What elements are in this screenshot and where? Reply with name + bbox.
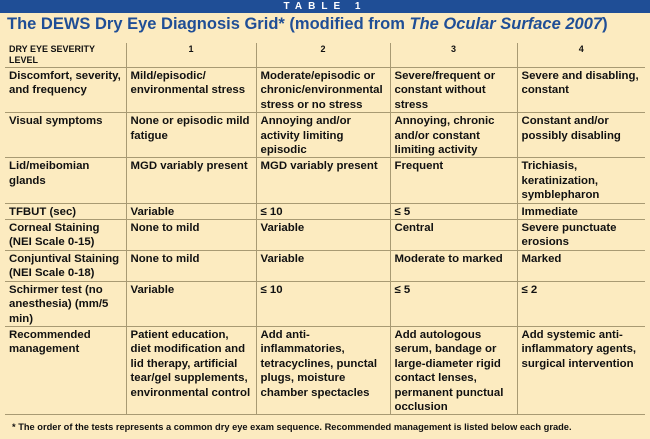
row-label: Recommended management	[5, 326, 126, 414]
table-cell: Annoying, chronic and/or constant limiting activity	[390, 113, 517, 158]
table-row	[5, 250, 645, 281]
table-cell: Add anti-inflammatories, tetracyclines, punctal plugs, moisture chamber spectacles	[256, 326, 390, 414]
title-source-italic: The Ocular Surface 2007	[409, 15, 603, 33]
table-row	[5, 203, 645, 219]
table-row	[5, 158, 645, 203]
table-cell: Constant and/or possibly disabling	[517, 113, 645, 158]
table-cell: Severe and disabling, constant	[517, 68, 645, 113]
header-level-4: 4	[517, 43, 645, 68]
table-banner: TABLE 1	[0, 0, 650, 13]
table-cell: Annoying and/or activity limiting episodic	[256, 113, 390, 158]
table-cell: None or episodic mild fatigue	[126, 113, 256, 158]
table-cell: Add systemic anti-inflammatory agents, surgical intervention	[517, 326, 645, 414]
table-cell: Severe punctuate erosions	[517, 220, 645, 251]
table-cell: Variable	[256, 220, 390, 251]
row-label: Conjuntival Staining (NEI Scale 0-18)	[5, 250, 126, 281]
table-cell: ≤ 5	[390, 203, 517, 219]
table-cell: None to mild	[126, 250, 256, 281]
table-cell: Frequent	[390, 158, 517, 203]
table-row	[5, 220, 645, 251]
table-cell: ≤ 10	[256, 203, 390, 219]
row-label: Corneal Staining (NEI Scale 0-15)	[5, 220, 126, 251]
row-label: Lid/meibomian glands	[5, 158, 126, 203]
header-level-1: 1	[126, 43, 256, 68]
dews-grid-table	[5, 43, 645, 415]
table-cell: ≤ 10	[256, 281, 390, 326]
table-cell: Variable	[126, 203, 256, 219]
table-cell: Trichiasis, keratinization, symblepharon	[517, 158, 645, 203]
header-level-3: 3	[390, 43, 517, 68]
title-prefix: The DEWS Dry Eye Diagnosis Grid* (modified from	[7, 15, 410, 33]
table-row	[5, 68, 645, 113]
table-footnote: * The order of the tests represents a common dry eye exam sequence. Recommended management is listed below each grade.	[12, 422, 572, 432]
table-cell: Patient education, diet modification and lid therapy, artificial tear/gel supplements, environmental control	[126, 326, 256, 414]
table-cell: Variable	[256, 250, 390, 281]
table-cell: Immediate	[517, 203, 645, 219]
table-cell: Moderate/episodic or chronic/environmental stress or no stress	[256, 68, 390, 113]
row-label: Schirmer test (no anesthesia) (mm/5 min)	[5, 281, 126, 326]
table-cell: Add autologous serum, bandage or large-diameter rigid contact lenses, permanent punctual occlusion	[390, 326, 517, 414]
table-title	[7, 15, 608, 34]
row-label: Discomfort, severity, and frequency	[5, 68, 126, 113]
table-cell: None to mild	[126, 220, 256, 251]
header-severity-level: DRY EYE SEVERITY LEVEL	[5, 43, 126, 68]
table-cell: Marked	[517, 250, 645, 281]
table-cell: Severe/frequent or constant without stress	[390, 68, 517, 113]
header-row	[5, 43, 645, 68]
table-cell: Mild/episodic/ environmental stress	[126, 68, 256, 113]
table-cell: Central	[390, 220, 517, 251]
table-cell: Variable	[126, 281, 256, 326]
table-cell: ≤ 2	[517, 281, 645, 326]
row-label: TFBUT (sec)	[5, 203, 126, 219]
header-level-2: 2	[256, 43, 390, 68]
table-cell: Moderate to marked	[390, 250, 517, 281]
row-label: Visual symptoms	[5, 113, 126, 158]
title-suffix: )	[602, 15, 608, 33]
table-cell: MGD variably present	[126, 158, 256, 203]
table-cell: ≤ 5	[390, 281, 517, 326]
table-row	[5, 326, 645, 414]
table-row	[5, 281, 645, 326]
table-cell: MGD variably present	[256, 158, 390, 203]
table-row	[5, 113, 645, 158]
